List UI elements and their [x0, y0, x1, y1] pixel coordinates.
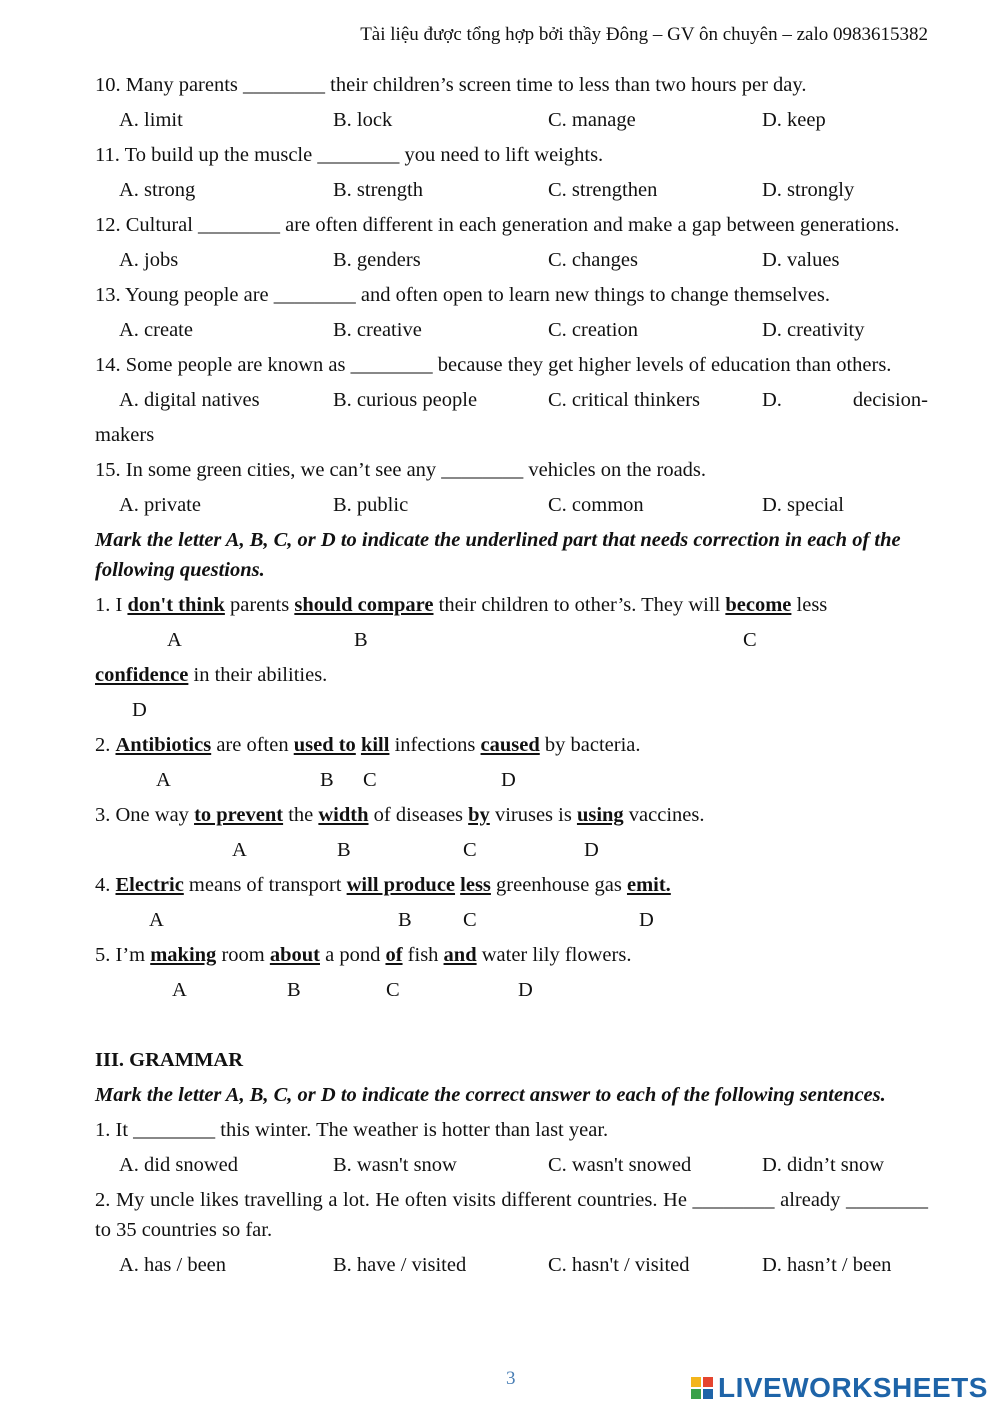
option-b[interactable]: B. lock	[333, 109, 393, 131]
option-d-letter: D.	[762, 389, 782, 411]
option-b[interactable]: B. genders	[333, 249, 421, 271]
underlined-part-c[interactable]: kill	[360, 734, 390, 756]
error-instruction: Mark the letter A, B, C, or D to indicate the underlined part that needs correction in each of the following questions.	[95, 529, 901, 581]
underlined-part-d[interactable]: caused	[480, 734, 540, 756]
letter-a: A	[149, 909, 164, 931]
underlined-part-d[interactable]: and	[443, 944, 477, 966]
option-d-text: decision-	[852, 389, 928, 411]
spacer	[95, 1010, 928, 1045]
letter-b: B	[320, 769, 334, 791]
question-14: 14. Some people are known as ________ because they get higher levels of education than others.	[95, 354, 892, 376]
question-13: 13. Young people are ________ and often open to learn new things to change themselves.	[95, 284, 830, 306]
letter-b: B	[354, 629, 368, 651]
option-d[interactable]	[762, 385, 928, 415]
option-c[interactable]: C. hasn't / visited	[548, 1254, 690, 1276]
option-a[interactable]: A. has / been	[119, 1254, 227, 1276]
option-c[interactable]: C. changes	[548, 249, 638, 271]
text: less	[791, 594, 828, 616]
letter-b: B	[398, 909, 412, 931]
error-question-4	[95, 870, 928, 905]
underlined-part-a[interactable]: Electric	[115, 874, 184, 896]
option-d[interactable]: D. values	[762, 249, 840, 271]
text: by bacteria.	[539, 734, 641, 756]
text: fish	[402, 944, 444, 966]
option-c[interactable]: C. wasn't snowed	[548, 1154, 692, 1176]
text: their children to other’s. They will	[433, 594, 726, 616]
letter-c: C	[363, 769, 377, 791]
letter-a: A	[156, 769, 171, 791]
answer-row	[95, 490, 928, 525]
error-question-2	[95, 730, 928, 765]
text: 2.	[95, 734, 116, 756]
text: of diseases	[368, 804, 469, 826]
letter-d: D	[639, 909, 654, 931]
text: greenhouse gas	[490, 874, 627, 896]
answer-letters	[95, 905, 928, 940]
option-b[interactable]: B. creative	[333, 319, 422, 341]
page-number: 3	[506, 1368, 516, 1389]
text: a pond	[319, 944, 386, 966]
liveworksheets-logo[interactable]	[690, 1372, 988, 1404]
answer-letters	[95, 975, 928, 1010]
underlined-part-a[interactable]: making	[150, 944, 217, 966]
question-15: 15. In some green cities, we can’t see any ________ vehicles on the roads.	[95, 459, 707, 481]
text: 3. One way	[95, 804, 195, 826]
option-a[interactable]: A. limit	[119, 109, 183, 131]
underlined-part-d[interactable]: using	[576, 804, 624, 826]
option-a[interactable]: A. private	[119, 494, 201, 516]
option-c[interactable]: C. common	[548, 494, 644, 516]
letter-b: B	[337, 839, 351, 861]
underlined-part-d[interactable]: confidence	[95, 664, 189, 686]
underlined-part-b[interactable]: will produce	[346, 874, 456, 896]
option-b[interactable]: B. wasn't snow	[333, 1154, 457, 1176]
option-c[interactable]: C. critical thinkers	[548, 389, 700, 411]
text: the	[283, 804, 319, 826]
logo-text: LIVEWORKSHEETS	[718, 1372, 988, 1403]
text: 5. I’m	[95, 944, 151, 966]
text: water lily flowers.	[476, 944, 632, 966]
answer-letters	[95, 835, 928, 870]
letter-d: D	[501, 769, 516, 791]
text: room	[216, 944, 270, 966]
answer-row	[95, 105, 928, 140]
option-c[interactable]: C. creation	[548, 319, 638, 341]
option-d[interactable]: D. creativity	[762, 319, 865, 341]
letter-a: A	[172, 979, 187, 1001]
answer-row	[95, 315, 928, 350]
letter-c: C	[463, 909, 477, 931]
letter-a: A	[167, 629, 182, 651]
underlined-part-a[interactable]: to prevent	[194, 804, 284, 826]
option-a[interactable]: A. did snowed	[119, 1154, 239, 1176]
text: infections	[389, 734, 481, 756]
text: viruses is	[489, 804, 577, 826]
option-a[interactable]: A. jobs	[119, 249, 179, 271]
option-b[interactable]: B. strength	[333, 179, 423, 201]
underlined-part-a[interactable]: don't think	[127, 594, 225, 616]
question-10: 10. Many parents ________ their children’s screen time to less than two hours per day.	[95, 74, 807, 96]
option-a[interactable]: A. digital natives	[119, 389, 260, 411]
letter-c: C	[386, 979, 400, 1001]
error-question-3	[95, 800, 928, 835]
text: vaccines.	[623, 804, 705, 826]
option-d[interactable]: D. didn’t snow	[762, 1154, 885, 1176]
underlined-part-c[interactable]: of	[385, 944, 403, 966]
underlined-part-d[interactable]: emit.	[626, 874, 671, 896]
answer-row	[95, 385, 928, 420]
underlined-part-b[interactable]: width	[318, 804, 369, 826]
option-d[interactable]: D. hasn’t / been	[762, 1254, 892, 1276]
page-header: Tài liệu được tổng hợp bởi thầy Đông – GV ôn chuyên – zalo 0983615382	[360, 24, 928, 45]
page-body	[95, 70, 928, 1285]
grammar-question-2: 2. My uncle likes travelling a lot. He often visits different countries. He ________ already ________ to 35 countries so far.	[95, 1189, 928, 1241]
answer-letters	[95, 625, 928, 660]
error-question-1-continued	[95, 660, 928, 695]
answer-row	[95, 1150, 928, 1185]
option-c[interactable]: C. manage	[548, 109, 636, 131]
error-question-1	[95, 590, 928, 625]
option-d-continued: makers	[95, 424, 155, 446]
question-11: 11. To build up the muscle ________ you need to lift weights.	[95, 144, 604, 166]
letter-d: D	[584, 839, 599, 861]
option-d[interactable]: D. strongly	[762, 179, 855, 201]
option-a[interactable]: A. create	[119, 319, 193, 341]
option-b[interactable]: B. public	[333, 494, 409, 516]
answer-row	[95, 1250, 928, 1285]
logo-grid-icon	[690, 1376, 714, 1400]
option-c[interactable]: C. strengthen	[548, 179, 658, 201]
question-12: 12. Cultural ________ are often different in each generation and make a gap between generations.	[95, 214, 900, 236]
section-title: III. GRAMMAR	[95, 1049, 244, 1071]
letter-b: B	[287, 979, 301, 1001]
option-b[interactable]: B. curious people	[333, 389, 478, 411]
option-a[interactable]: A. strong	[119, 179, 196, 201]
error-question-5	[95, 940, 928, 975]
underlined-part-c[interactable]: by	[468, 804, 490, 826]
letter-d: D	[518, 979, 533, 1001]
answer-letters	[95, 765, 928, 800]
option-d[interactable]: D. keep	[762, 109, 826, 131]
letter-c: C	[743, 629, 757, 651]
grammar-question-1: 1. It ________ this winter. The weather is hotter than last year.	[95, 1119, 609, 1141]
letter-a: A	[232, 839, 247, 861]
answer-letters	[95, 695, 928, 730]
underlined-part-c[interactable]: less	[460, 874, 491, 896]
text: parents	[224, 594, 295, 616]
text: in their abilities.	[188, 664, 328, 686]
text: are often	[211, 734, 294, 756]
underlined-part-a[interactable]: Antibiotics	[115, 734, 212, 756]
option-d[interactable]: D. special	[762, 494, 844, 516]
answer-row	[95, 175, 928, 210]
text: 1. I	[95, 594, 128, 616]
underlined-part-c[interactable]: become	[725, 594, 792, 616]
text: 4.	[95, 874, 116, 896]
letter-c: C	[463, 839, 477, 861]
underlined-part-b[interactable]: used to	[293, 734, 356, 756]
option-b[interactable]: B. have / visited	[333, 1254, 467, 1276]
answer-row	[95, 245, 928, 280]
letter-d: D	[132, 699, 147, 721]
underlined-part-b[interactable]: should compare	[294, 594, 434, 616]
text: means of transport	[183, 874, 347, 896]
grammar-instruction: Mark the letter A, B, C, or D to indicate the correct answer to each of the following sentences.	[95, 1084, 886, 1106]
underlined-part-b[interactable]: about	[269, 944, 320, 966]
